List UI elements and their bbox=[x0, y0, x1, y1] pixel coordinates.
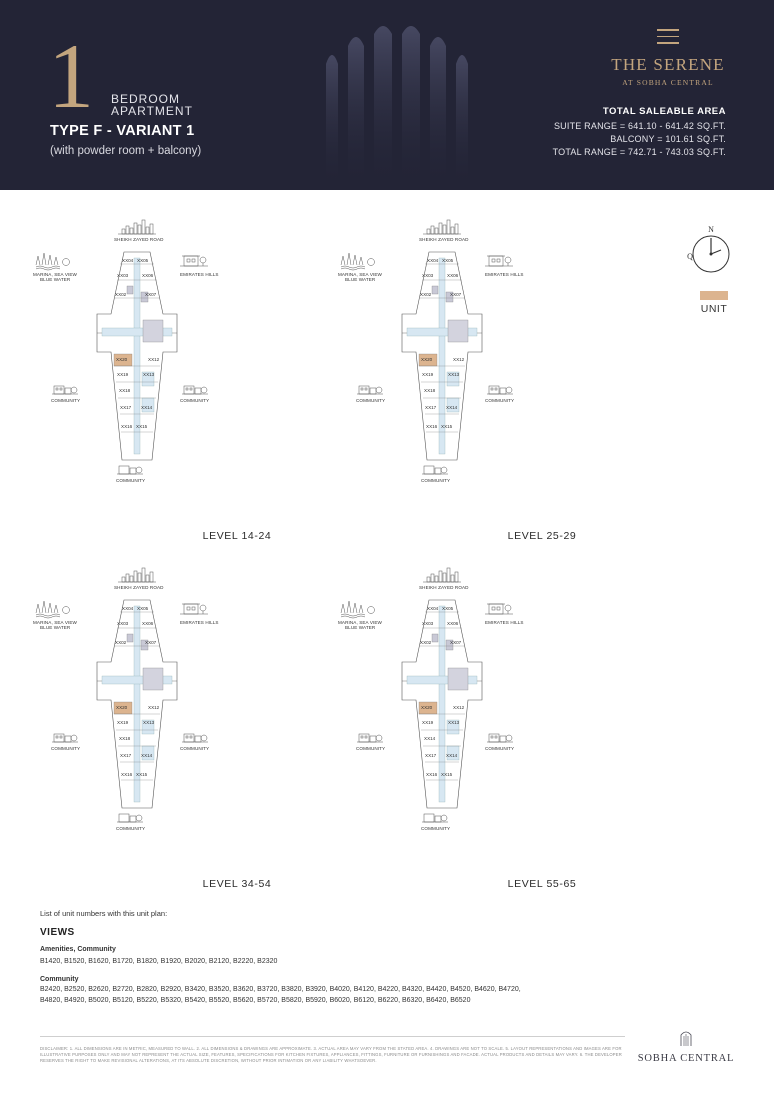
marina-icon bbox=[341, 601, 375, 618]
floor-plan-4 bbox=[337, 570, 547, 882]
unit-label: XX12 bbox=[453, 705, 465, 710]
unit-label: XX13 bbox=[448, 720, 460, 725]
unit-legend-label: UNIT bbox=[700, 303, 728, 315]
community-units: B2420, B2520, B2620, B2720, B2820, B2920, B3420, B3520, B3620, B3720, B3820, B3920, B4020, B4120, B4220, B4320, B4420, B4520, B4620, B4720, B4820, B4920, B5020, B5120, B5220, B5320, B5420, B5520, B5620, B5720, B5820, B5920, B6020, B6120, B6220, B6320, B6420, B6520 bbox=[40, 986, 521, 1004]
skyline-icon bbox=[423, 568, 461, 582]
unit-label: XX14 bbox=[141, 753, 153, 758]
road-label: SHEIKH ZAYED ROAD bbox=[114, 585, 164, 590]
community-label-right: COMMUNITY bbox=[485, 746, 515, 751]
unit-label: XX05 bbox=[137, 606, 149, 611]
unit-label: XX07 bbox=[145, 640, 157, 645]
skyline-icon bbox=[118, 220, 156, 234]
community-label-bottom: COMMUNITY bbox=[116, 478, 146, 483]
unit-label: XX02 bbox=[115, 640, 127, 645]
blue-water-label: BLUE WATER bbox=[345, 625, 376, 630]
floor-plan-2 bbox=[337, 222, 547, 534]
marina-icon bbox=[341, 253, 375, 270]
unit-label: XX06 bbox=[142, 621, 154, 626]
unit-label: XX03 bbox=[422, 273, 434, 278]
community-label-bottom: COMMUNITY bbox=[421, 826, 451, 831]
unit-label: XX07 bbox=[450, 292, 462, 297]
suite-range: SUITE RANGE = 641.10 - 641.42 SQ.FT. bbox=[553, 121, 726, 131]
community-icon-bottom bbox=[422, 466, 448, 474]
unit-label: XX13 bbox=[143, 720, 155, 725]
floor-plan-drawing bbox=[337, 222, 547, 534]
community-icon-bottom bbox=[117, 814, 143, 822]
footer-divider bbox=[40, 1036, 625, 1037]
unit-label: XX12 bbox=[148, 705, 160, 710]
road-label: SHEIKH ZAYED ROAD bbox=[419, 585, 469, 590]
header-banner bbox=[0, 0, 774, 190]
road-label: SHEIKH ZAYED ROAD bbox=[419, 237, 469, 242]
unit-label: XX18 bbox=[424, 388, 436, 393]
unit-label: XX04 bbox=[122, 606, 134, 611]
amenities-units: B1420, B1520, B1620, B1720, B1820, B1920, B2020, B2120, B2220, B2320 bbox=[40, 958, 278, 965]
skyline-icon bbox=[118, 568, 156, 582]
community-label-right: COMMUNITY bbox=[485, 398, 515, 403]
emirates-hills-icon bbox=[180, 604, 208, 614]
unit-label: XX05 bbox=[442, 258, 454, 263]
community-heading: Community bbox=[40, 976, 79, 983]
marina-label: MARINA, SEA VIEW bbox=[33, 620, 77, 625]
unit-label: XX07 bbox=[145, 292, 157, 297]
unit-label-highlighted: XX20 bbox=[116, 705, 128, 710]
unit-legend-swatch bbox=[700, 291, 728, 300]
unit-label: XX04 bbox=[427, 258, 439, 263]
unit-label: XX06 bbox=[447, 273, 459, 278]
emirates-hills-icon bbox=[485, 256, 513, 266]
unit-label-highlighted: XX20 bbox=[421, 705, 433, 710]
community-icon-left bbox=[357, 734, 383, 742]
floor-plan-1 bbox=[32, 222, 242, 534]
level-title-4: LEVEL 55-65 bbox=[507, 878, 577, 890]
emirates-hills-label: EMIRATES HILLS bbox=[485, 272, 524, 277]
road-label: SHEIKH ZAYED ROAD bbox=[114, 237, 164, 242]
views-heading: VIEWS bbox=[40, 927, 75, 938]
bedroom-label: BEDROOM bbox=[111, 92, 181, 106]
unit-label: XX16 bbox=[121, 424, 133, 429]
compass-icon bbox=[684, 224, 736, 276]
unit-label: XX04 bbox=[122, 258, 134, 263]
unit-label: XX03 bbox=[117, 621, 129, 626]
brand-subtitle: AT SOBHA CENTRAL bbox=[622, 78, 714, 87]
svg-text:Q: Q bbox=[687, 252, 693, 261]
amenities-heading: Amenities, Community bbox=[40, 946, 116, 953]
unit-label: XX18 bbox=[119, 388, 131, 393]
sobha-logo-icon bbox=[679, 1030, 693, 1046]
emirates-hills-icon bbox=[180, 256, 208, 266]
unit-label: XX17 bbox=[120, 405, 132, 410]
level-title-3: LEVEL 34-54 bbox=[202, 878, 272, 890]
blue-water-label: BLUE WATER bbox=[345, 277, 376, 282]
unit-label: XX12 bbox=[148, 357, 160, 362]
marina-icon bbox=[36, 253, 70, 270]
floor-plan-drawing bbox=[32, 222, 242, 534]
unit-label: XX16 bbox=[426, 772, 438, 777]
community-icon-left bbox=[52, 734, 78, 742]
unit-label: XX14 bbox=[446, 753, 458, 758]
unit-label: XX02 bbox=[115, 292, 127, 297]
marina-icon bbox=[36, 601, 70, 618]
community-icon-left bbox=[52, 386, 78, 394]
balcony-area: BALCONY = 101.61 SQ.FT. bbox=[610, 134, 726, 144]
community-icon-bottom bbox=[117, 466, 143, 474]
marina-label: MARINA, SEA VIEW bbox=[338, 272, 382, 277]
total-range: TOTAL RANGE = 742.71 - 743.03 SQ.FT. bbox=[552, 147, 726, 157]
blue-water-label: BLUE WATER bbox=[40, 625, 71, 630]
unit-label: XX15 bbox=[136, 772, 148, 777]
floor-plan-drawing bbox=[337, 570, 547, 882]
area-title: TOTAL SALEABLE AREA bbox=[602, 106, 726, 117]
unit-label: XX02 bbox=[420, 640, 432, 645]
unit-label: XX15 bbox=[136, 424, 148, 429]
apartment-label: APARTMENT bbox=[111, 104, 193, 118]
unit-label: XX15 bbox=[441, 772, 453, 777]
unit-label: XX14 bbox=[424, 736, 436, 741]
unit-label: XX17 bbox=[425, 753, 437, 758]
emirates-hills-label: EMIRATES HILLS bbox=[485, 620, 524, 625]
level-title-1: LEVEL 14-24 bbox=[202, 530, 272, 542]
unit-label-highlighted: XX20 bbox=[421, 357, 433, 362]
floor-plan-3 bbox=[32, 570, 242, 882]
community-label-left: COMMUNITY bbox=[356, 398, 386, 403]
community-icon-right bbox=[487, 734, 513, 742]
unit-label: XX05 bbox=[137, 258, 149, 263]
unit-label: XX19 bbox=[117, 720, 129, 725]
brand-name: THE SERENE bbox=[611, 55, 725, 74]
decorative-arches bbox=[318, 24, 488, 190]
marina-label: MARINA, SEA VIEW bbox=[338, 620, 382, 625]
community-label-left: COMMUNITY bbox=[356, 746, 386, 751]
unit-label: XX15 bbox=[441, 424, 453, 429]
marina-label: MARINA, SEA VIEW bbox=[33, 272, 77, 277]
unit-label: XX16 bbox=[121, 772, 133, 777]
level-title-2: LEVEL 25-29 bbox=[507, 530, 577, 542]
unit-label-highlighted: XX20 bbox=[116, 357, 128, 362]
community-label-left: COMMUNITY bbox=[51, 746, 81, 751]
blue-water-label: BLUE WATER bbox=[40, 277, 71, 282]
unit-label: XX06 bbox=[142, 273, 154, 278]
bedroom-count: 1 bbox=[48, 25, 94, 127]
unit-label: XX18 bbox=[119, 736, 131, 741]
unit-label: XX06 bbox=[447, 621, 459, 626]
unit-label: XX19 bbox=[422, 720, 434, 725]
emirates-hills-label: EMIRATES HILLS bbox=[180, 272, 219, 277]
unit-label: XX14 bbox=[141, 405, 153, 410]
unit-list-intro: List of unit numbers with this unit plan: bbox=[40, 909, 168, 918]
community-icon-bottom bbox=[422, 814, 448, 822]
community-icon-left bbox=[357, 386, 383, 394]
unit-label: XX04 bbox=[427, 606, 439, 611]
unit-label: XX07 bbox=[450, 640, 462, 645]
unit-label: XX02 bbox=[420, 292, 432, 297]
skyline-icon bbox=[423, 220, 461, 234]
unit-label: XX03 bbox=[117, 273, 129, 278]
type-title: TYPE F - VARIANT 1 bbox=[50, 123, 195, 139]
unit-label: XX17 bbox=[425, 405, 437, 410]
unit-label: XX17 bbox=[120, 753, 132, 758]
unit-label: XX19 bbox=[117, 372, 129, 377]
svg-text:N: N bbox=[708, 225, 714, 234]
community-label-right: COMMUNITY bbox=[180, 746, 210, 751]
unit-label: XX19 bbox=[422, 372, 434, 377]
floor-plan-drawing bbox=[32, 570, 242, 882]
footer-brand: SOBHA CENTRAL bbox=[637, 1053, 735, 1064]
community-icon-right bbox=[182, 386, 208, 394]
community-label-bottom: COMMUNITY bbox=[116, 826, 146, 831]
unit-label: XX03 bbox=[422, 621, 434, 626]
community-label-left: COMMUNITY bbox=[51, 398, 81, 403]
disclaimer: DISCLAIMER: 1. ALL DIMENSIONS ARE IN METRIC, MEASURED TO WALL. 2. ALL DIMENSIONS & DRAWINGS ARE APPROXIMATE. 3. ACTUAL AREA MAY VARY FROM THE STATED AREA. 4. DRAWINGS ARE NOT TO SCALE. 5. LAYOUT REPRESENTATIONS AND IMAGES ARE FOR ILLUSTRATIVE PURPOSES ONLY AND MAY NOT REPRESENT THE ACTUAL SIZE, FEATURES, SPECIFICATIONS FOR KITCHEN FIXTURES, APPLIANCES, FITTINGS, FURNITURE OR FURNISHINGS AND FACADE. ACTUAL PRODUCTS AND DETAILS MAY VARY. 6. THE DEVELOPER RESERVES THE RIGHT TO MAKE REVISIONAL ALTERATIONS, AT ITS ABSOLUTE DISCRETION, WITHOUT PRIOR INTIMATION OR ANY LIABILITY WHATSOEVER. bbox=[40, 1046, 622, 1064]
unit-label: XX13 bbox=[143, 372, 155, 377]
unit-label: XX05 bbox=[442, 606, 454, 611]
serene-logo-icon bbox=[657, 29, 679, 49]
community-icon-right bbox=[487, 386, 513, 394]
community-label-right: COMMUNITY bbox=[180, 398, 210, 403]
unit-label: XX16 bbox=[426, 424, 438, 429]
unit-label: XX14 bbox=[446, 405, 458, 410]
unit-label: XX13 bbox=[448, 372, 460, 377]
community-label-bottom: COMMUNITY bbox=[421, 478, 451, 483]
community-icon-right bbox=[182, 734, 208, 742]
type-subtitle: (with powder room + balcony) bbox=[50, 145, 202, 157]
emirates-hills-label: EMIRATES HILLS bbox=[180, 620, 219, 625]
unit-label: XX12 bbox=[453, 357, 465, 362]
emirates-hills-icon bbox=[485, 604, 513, 614]
